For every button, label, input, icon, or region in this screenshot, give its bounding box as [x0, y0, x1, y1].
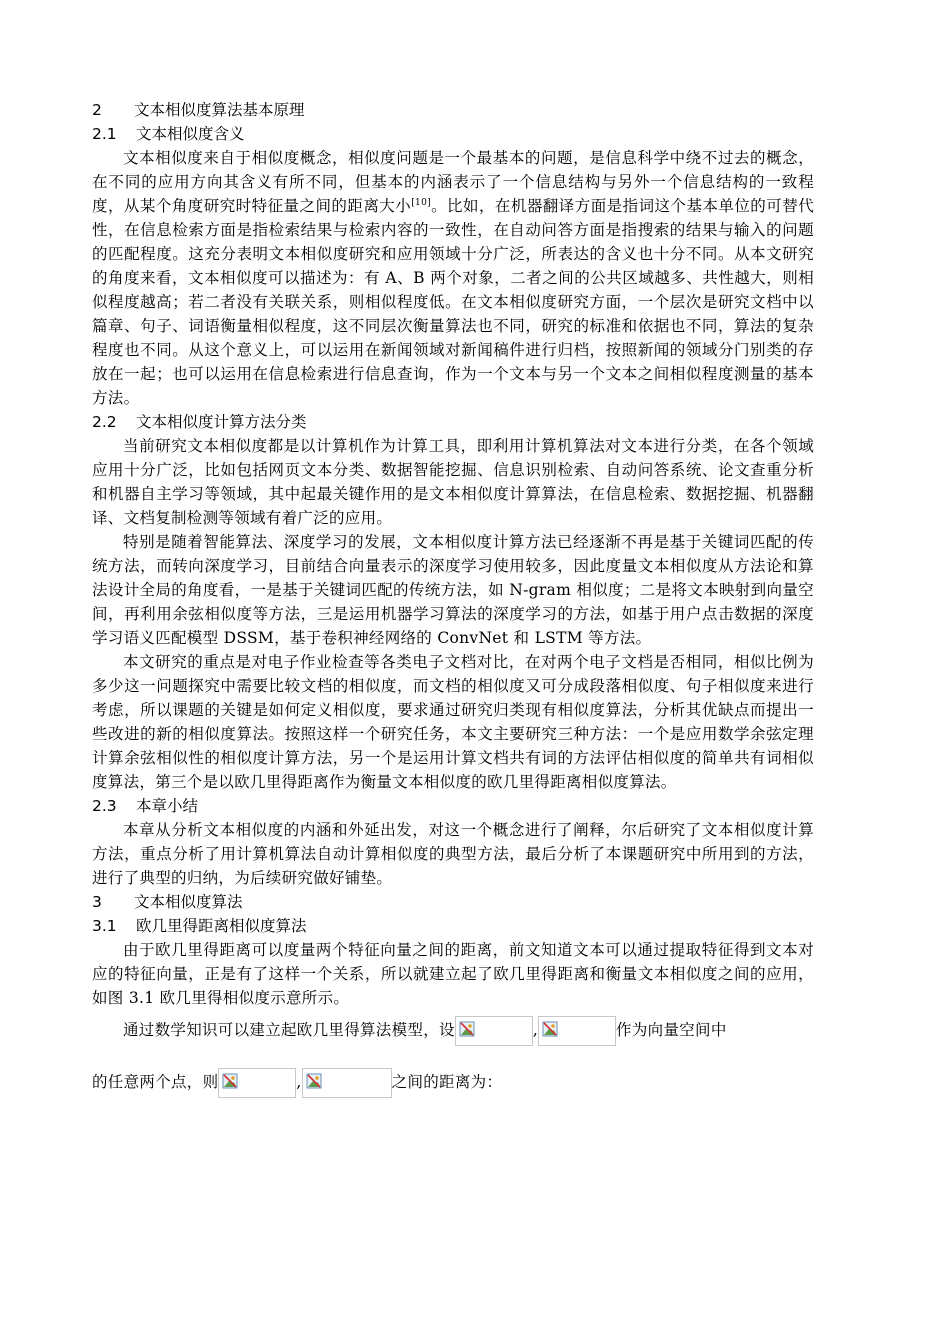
missing-formula-image — [302, 1068, 392, 1098]
missing-formula-image — [455, 1016, 533, 1046]
section-title: 文本相似度算法 — [134, 893, 243, 911]
section-number: 3.1 — [92, 917, 117, 935]
paragraph-text: 文本相似度来自于相似度概念，相似度问题是一个最基本的问题，是信息科学中绕不过去的概念，在不同的应用方向其含义有所不同，但基本的内涵表示了一个信息结构与另外一个信息结构的一致程度，从某个角度研究时特征量之间的距离大小 — [92, 149, 814, 215]
section-title: 文本相似度含义 — [136, 125, 245, 143]
paragraph-text: 作为向量空间中 — [616, 1021, 727, 1039]
paragraph-3-1: 由于欧几里得距离可以度量两个特征向量之间的距离，前文知道文本可以通过提取特征得到文本对应的特征向量，正是有了这样一个关系，所以就建立起了欧几里得距离和衡量文本相似度之间的应用，如图 3.1 欧几里得相似度示意所示。 — [92, 941, 814, 1007]
paragraph-2-3: 本章从分析文本相似度的内涵和外延出发，对这一个概念进行了阐释，尔后研究了文本相似度计算方法，重点分析了用计算机算法自动计算相似度的典型方法，最后分析了本课题研究中所用到的方法，进行了典型的归纳，为后续研究做好铺垫。 — [92, 821, 814, 887]
section-number: 3 — [92, 893, 102, 911]
document-page — [92, 98, 814, 1120]
broken-image-icon — [459, 1021, 475, 1037]
paragraph-2-2-2: 特别是随着智能算法、深度学习的发展，文本相似度计算方法已经逐渐不再是基于关键词匹配的传统方法，而转向深度学习，目前结合向量表示的深度学习使用较多，因此度量文本相似度从方法论和算法设计全局的角度看，一是基于关键词匹配的传统方法，如 N-gram 相似度；二是将文本映射到向量空间，再利用余弦相似度等方法，三是运用机器学习算法的深度学习的方法，如基于用户点击数据的深度学习语义匹配模型 DSSM，基于卷积神经网络的 ConvNet 和 LSTM 等方法。 — [92, 533, 814, 647]
section-number: 2.2 — [92, 413, 117, 431]
broken-image-icon — [306, 1073, 322, 1089]
separator: , — [532, 1021, 539, 1039]
paragraph-text: 之间的距离为： — [391, 1073, 503, 1091]
citation-ref: [10] — [411, 198, 431, 208]
paragraph-2-2-3: 本文研究的重点是对电子作业检查等各类电子文档对比，在对两个电子文档是否相同，相似比例为多少这一问题探究中需要比较文档的相似度，而文档的相似度又可分成段落相似度、句子相似度来进行考虑，所以课题的关键是如何定义相似度，要求通过研究归类现有相似度算法，分析其优缺点而提出一些改进的新的相似度算法。按照这样一个研究任务，本文主要研究三种方法：一个是应用数学余弦定理计算余弦相似性的相似度计算方法，另一个是运用计算文档共有词的方法评估相似度的简单共有词相似度算法，第三个是以欧几里得距离作为衡量文本相似度的欧几里得距离相似度算法。 — [92, 653, 814, 791]
paragraph-text: 通过数学知识可以建立起欧几里得算法模型，设 — [123, 1021, 455, 1039]
paragraph-2-1 — [92, 146, 814, 410]
broken-image-icon — [222, 1073, 238, 1089]
section-heading-3-1 — [92, 914, 814, 938]
section-title: 文本相似度计算方法分类 — [136, 413, 307, 431]
section-heading-2 — [92, 98, 814, 122]
section-title: 欧几里得距离相似度算法 — [136, 917, 307, 935]
paragraph-text: 。比如，在机器翻译方面是指词这个基本单位的可替代性，在信息检索方面是指检索结果与检索内容的一致性，在自动问答方面是指搜索的结果与输入的问题的匹配程度。这充分表明文本相似度研究和应用领域十分广泛，所表达的含义也十分不同。从本文研究的角度来看，文本相似度可以描述为：有 A、B 两个对象，二者之间的公共区域越多、共性越大，则相似程度越高；若二者没有关联关系，则相似程度低。在文本相似度研究方面，一个层次是研究文档中以篇章、句子、词语衡量相似程度，这不同层次衡量算法也不同，研究的标准和依据也不同，算法的复杂程度也不同。从这个意义上，可以运用在新闻领域对新闻稿件进行归档，按照新闻的领域分门别类的存放在一起；也可以运用在信息检索进行信息查询，作为一个文本与另一个文本之间相似程度测量的基本方法。 — [92, 197, 814, 407]
paragraph-text: 的任意两个点，则 — [92, 1073, 219, 1091]
formula-line-1 — [92, 1010, 814, 1068]
formula-line-2 — [92, 1068, 814, 1120]
section-heading-3 — [92, 890, 814, 914]
broken-image-icon — [542, 1021, 558, 1037]
section-title: 本章小结 — [136, 797, 199, 815]
section-number: 2 — [92, 101, 102, 119]
section-number: 2.3 — [92, 797, 117, 815]
missing-formula-image — [538, 1016, 616, 1046]
separator: , — [296, 1073, 302, 1091]
section-number: 2.1 — [92, 125, 117, 143]
paragraph-2-2-1: 当前研究文本相似度都是以计算机作为计算工具，即利用计算机算法对文本进行分类，在各个领域应用十分广泛，比如包括网页文本分类、数据智能挖掘、信息识别检索、自动问答系统、论文查重分析和机器自主学习等领域，其中起最关键作用的是文本相似度计算算法，在信息检索、数据挖掘、机器翻译、文档复制检测等领域有着广泛的应用。 — [92, 437, 814, 527]
section-heading-2-2 — [92, 410, 814, 434]
section-heading-2-3 — [92, 794, 814, 818]
section-heading-2-1 — [92, 122, 814, 146]
missing-formula-image — [218, 1068, 296, 1098]
section-title: 文本相似度算法基本原理 — [134, 101, 305, 119]
